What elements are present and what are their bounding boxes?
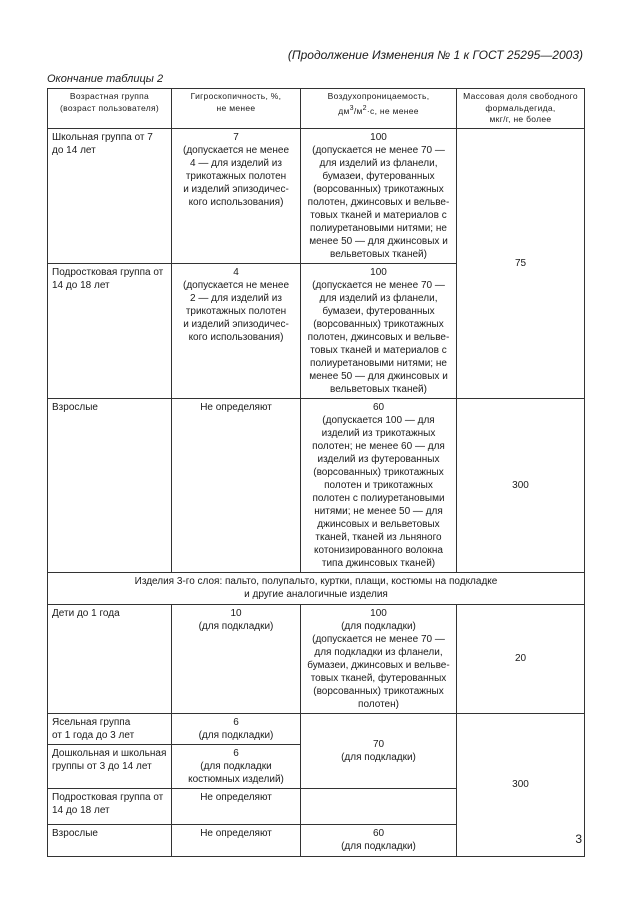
formaldehyde-cell: 20 — [457, 604, 585, 713]
hygroscopicity-cell: Не определяют — [172, 788, 301, 824]
age-cell: Взрослые — [48, 824, 172, 856]
air-permeability-cell: 60 (для подкладки) — [301, 824, 457, 856]
hygroscopicity-cell: Не определяют — [172, 824, 301, 856]
hygroscopicity-cell: 6 (для подкладки) — [172, 713, 301, 744]
age-cell: Взрослые — [48, 398, 172, 572]
layer3-heading: Изделия 3-го слоя: пальто, полупальто, куртки, плащи, костюмы на подкладке и другие аналогичные изделия — [48, 572, 585, 604]
hygroscopicity-cell: 4 (допускается не менее 2 — для изделий из трикотажных полотен и изделий эпизодичес- кого использования) — [172, 263, 301, 398]
age-cell: Ясельная группа от 1 года до 3 лет — [48, 713, 172, 744]
header-formaldehyde: Массовая доля свободного формальдегида, мкг/г, не более — [457, 89, 585, 129]
hygroscopicity-cell: 7 (допускается не менее 4 — для изделий из трикотажных полотен и изделий эпизодичес- кого использования) — [172, 128, 301, 263]
formaldehyde-cell: 300 — [457, 713, 585, 856]
header-age-group: Возрастная группа (возраст пользователя) — [48, 89, 172, 129]
air-permeability-cell: 70 (для подкладки) — [301, 713, 457, 788]
age-cell: Дети до 1 года — [48, 604, 172, 713]
hygroscopicity-cell: 10 (для подкладки) — [172, 604, 301, 713]
air-permeability-cell-empty — [301, 788, 457, 824]
table-header-row — [48, 89, 585, 129]
table-row — [48, 604, 585, 713]
age-cell: Дошкольная и школьная группы от 3 до 14 лет — [48, 744, 172, 788]
page-number: 3 — [575, 832, 582, 846]
age-cell: Подростковая группа от 14 до 18 лет — [48, 788, 172, 824]
table-row — [48, 128, 585, 263]
hygroscopicity-cell: 6 (для подкладки костюмных изделий) — [172, 744, 301, 788]
document-continuation-header: (Продолжение Изменения № 1 к ГОСТ 25295—2003) — [287, 48, 583, 62]
header-hygroscopicity: Гигроскопичность, %, не менее — [172, 89, 301, 129]
air-permeability-cell: 100 (допускается не менее 70 — для изделий из фланели, бумазеи, футерованных (ворсованных) трикотажных полотен, джинсовых и вельве- товых тканей и материалов с полиуретановыми нитями; не менее 50 — для джинсовых и вельветовых тканей) — [301, 128, 457, 263]
age-cell: Подростковая группа от 14 до 18 лет — [48, 263, 172, 398]
table-row — [48, 713, 585, 744]
table-caption: Окончание таблицы 2 — [47, 73, 164, 85]
air-permeability-cell: 100 (для подкладки) (допускается не менее 70 — для подкладки из фланели, бумазеи, джинсовых и вельве- товых тканей, футерованных (ворсованных) трикотажных полотен) — [301, 604, 457, 713]
air-permeability-cell: 60 (допускается 100 — для изделий из трикотажных полотен; не менее 60 — для изделий из футерованных (ворсованных) трикотажных полотен и трикотажных полотен с полиуретановыми нитями; не менее 50 — для джинсовых и вельветовых тканей, тканей из льняного котонизированного волокна типа джинсовых тканей) — [301, 398, 457, 572]
section-heading-row — [48, 572, 585, 604]
air-permeability-cell: 100 (допускается не менее 70 — для изделий из фланели, бумазеи, футерованных (ворсованных) трикотажных полотен, джинсовых и вельве- товых тканей и материалов с полиуретановыми нитями; не менее 50 — для джинсовых и вельветовых тканей) — [301, 263, 457, 398]
requirements-table — [47, 88, 585, 857]
formaldehyde-cell: 75 — [457, 128, 585, 398]
table-row — [48, 398, 585, 572]
formaldehyde-cell: 300 — [457, 398, 585, 572]
age-cell: Школьная группа от 7 до 14 лет — [48, 128, 172, 263]
header-air-permeability: Воздухопроницаемость, $дм^3/м^2\cdot с$, не менее — [301, 89, 457, 129]
hygroscopicity-cell: Не определяют — [172, 398, 301, 572]
